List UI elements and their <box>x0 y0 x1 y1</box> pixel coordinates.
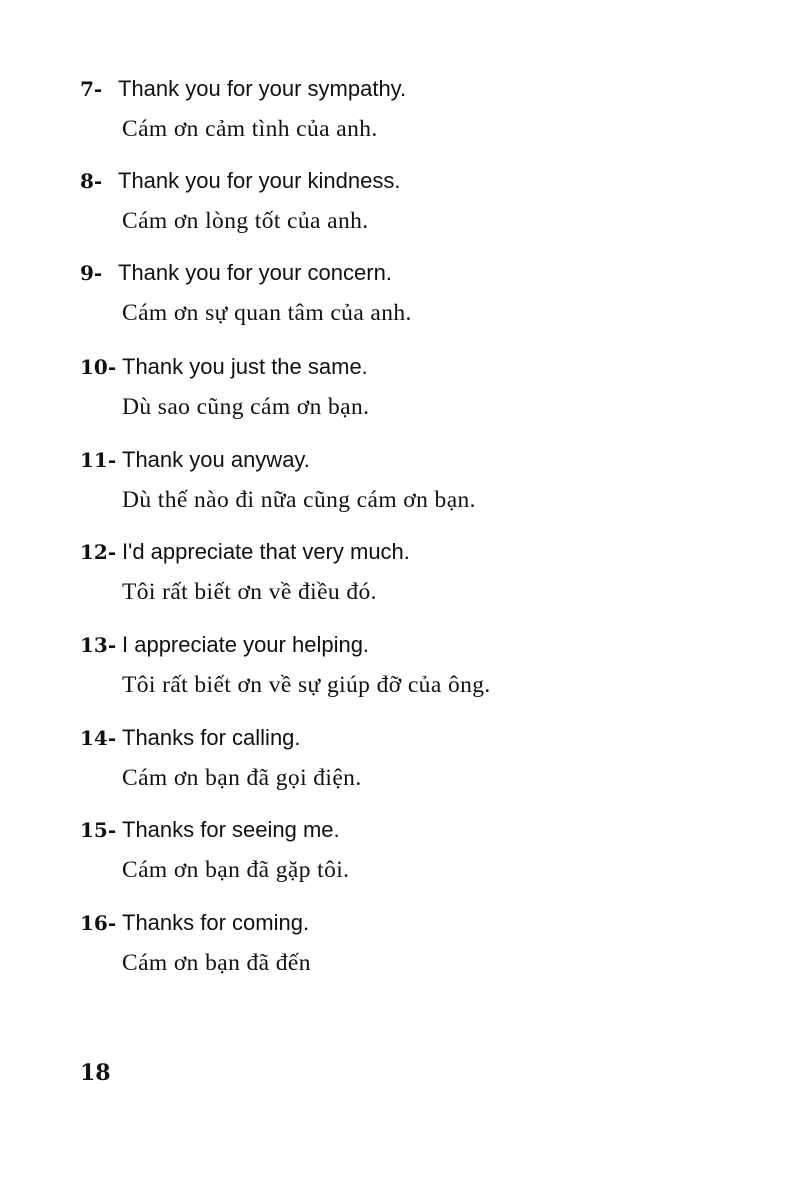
vietnamese-translation: Cám ơn cảm tình của anh. <box>122 116 378 142</box>
vietnamese-translation: Cám ơn sự quan tâm của anh. <box>122 300 412 326</box>
english-line <box>80 632 760 666</box>
vietnamese-translation: Tôi rất biết ơn về sự giúp đỡ của ông. <box>122 672 491 698</box>
phrase-entry <box>80 817 760 884</box>
vietnamese-translation: Cám ơn bạn đã gặp tôi. <box>122 857 350 883</box>
english-line <box>80 168 760 202</box>
entry-number: 16- <box>80 911 117 935</box>
english-line <box>80 447 760 481</box>
entry-number: 11- <box>80 448 117 472</box>
vietnamese-translation: Dù sao cũng cám ơn bạn. <box>122 394 370 420</box>
phrase-entry <box>80 910 760 977</box>
english-line <box>80 725 760 759</box>
vietnamese-translation: Cám ơn bạn đã gọi điện. <box>122 765 362 791</box>
phrase-entry <box>80 725 760 792</box>
phrase-entry <box>80 76 760 143</box>
vietnamese-translation: Cám ơn lòng tốt của anh. <box>122 208 369 234</box>
english-line <box>80 817 760 851</box>
english-phrase: Thank you just the same. <box>122 354 368 379</box>
english-line <box>80 910 760 944</box>
english-phrase: Thank you anyway. <box>122 447 310 472</box>
english-phrase: Thanks for seeing me. <box>122 817 340 842</box>
english-phrase: Thank you for your kindness. <box>118 168 401 193</box>
entry-number: 8- <box>80 169 103 193</box>
english-phrase: Thanks for coming. <box>122 910 310 935</box>
phrase-entry <box>80 632 760 699</box>
entry-number: 15- <box>80 818 117 842</box>
phrase-entry <box>80 354 760 421</box>
english-phrase: I'd appreciate that very much. <box>122 539 410 564</box>
english-phrase: Thank you for your sympathy. <box>118 76 407 101</box>
page-number: 18 <box>80 1060 111 1086</box>
phrase-entry <box>80 447 760 514</box>
vietnamese-translation: Cám ơn bạn đã đến <box>122 950 311 976</box>
phrase-entry <box>80 168 760 235</box>
vietnamese-translation: Tôi rất biết ơn về điều đó. <box>122 579 377 605</box>
english-line <box>80 539 760 573</box>
english-line <box>80 354 760 388</box>
entry-number: 12- <box>80 540 117 564</box>
entry-number: 13- <box>80 633 117 657</box>
english-phrase: Thank you for your concern. <box>118 260 392 285</box>
phrase-entry <box>80 260 760 327</box>
entry-number: 10- <box>80 355 117 379</box>
entry-number: 14- <box>80 726 117 750</box>
english-line <box>80 76 760 110</box>
entry-number: 7- <box>80 77 103 101</box>
entry-number: 9- <box>80 261 103 285</box>
phrase-entry <box>80 539 760 606</box>
english-phrase: I appreciate your helping. <box>122 632 370 657</box>
english-phrase: Thanks for calling. <box>122 725 301 750</box>
vietnamese-translation: Dù thế nào đi nữa cũng cám ơn bạn. <box>122 487 476 513</box>
english-line <box>80 260 760 294</box>
